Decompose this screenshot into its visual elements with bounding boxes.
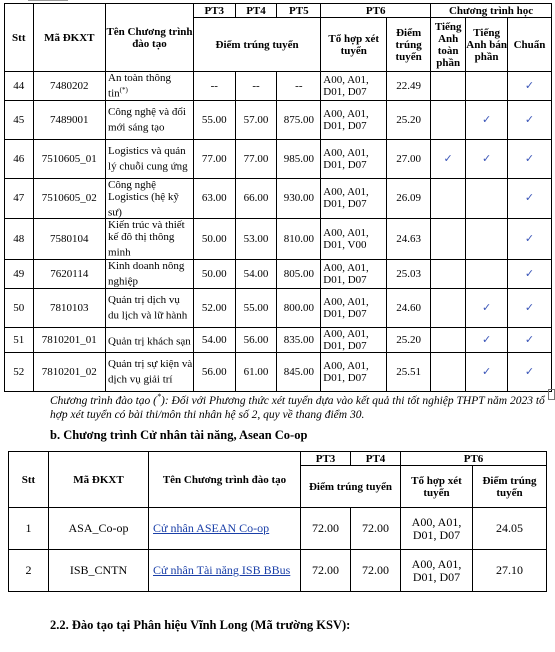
pt5-cell-text: 800.00 — [283, 301, 314, 314]
chuan-check — [507, 327, 551, 352]
pt3-cell — [193, 100, 235, 139]
ma-dkxt-cell — [33, 178, 105, 219]
tieng-anh-ban-phan-check — [466, 259, 508, 288]
pt6-score-cell: 24.05 — [473, 508, 547, 550]
ma-dkxt-cell-text: 7489001 — [50, 113, 89, 126]
table-row — [5, 72, 552, 101]
pt6-score-cell — [387, 100, 431, 139]
pt4-cell-text: 77.00 — [243, 152, 269, 165]
chuan-check-text: ✓ — [524, 333, 535, 346]
program-name-cell-text: Công nghệ và đổi mới sáng tạo — [108, 105, 186, 134]
header-ma-dkxt: Mã ĐKXT — [49, 452, 149, 508]
pt6-score-cell — [387, 139, 431, 178]
to-hop-cell-text: A00, A01, D01, D07 — [323, 261, 369, 286]
program-name-cell-text: An toàn thông tin — [108, 72, 171, 100]
to-hop-cell — [321, 327, 387, 352]
pt3-cell-text: 52.00 — [201, 301, 227, 314]
pt6-score-cell-text: 24.60 — [396, 301, 421, 314]
header-pt6: PT6 — [401, 452, 547, 466]
program-name-cell — [106, 259, 194, 288]
chuan-check-text: ✓ — [524, 267, 535, 280]
ma-dkxt-cell-text: 7480202 — [50, 79, 89, 92]
program-name-cell — [149, 550, 301, 592]
pt6-score-cell: 27.10 — [473, 550, 547, 592]
table-row — [5, 178, 552, 219]
program-name-cell — [106, 219, 194, 260]
program-name-cell-text: Công nghệ Logistics (hệ kỹ sư) — [108, 178, 179, 219]
tieng-anh-toan-phan-check — [431, 100, 466, 139]
stt-cell — [5, 72, 34, 101]
to-hop-cell: A00, A01, D01, D07 — [401, 508, 473, 550]
header-diem-pt6: Điểm trúng tuyển — [387, 18, 431, 72]
ma-dkxt-cell — [33, 327, 105, 352]
pt4-cell-text: 57.00 — [243, 113, 269, 126]
program-name-cell — [106, 100, 194, 139]
stt-cell — [5, 139, 34, 178]
section-heading: 2.2. Đào tạo tại Phân hiệu Vĩnh Long (Mã trường KSV): — [50, 618, 351, 632]
program-name-link[interactable]: Cử nhân ASEAN Co-op — [153, 521, 270, 535]
tieng-anh-ban-phan-check — [466, 139, 508, 178]
pt6-score-cell — [387, 178, 431, 219]
pt3-cell: 72.00 — [301, 508, 351, 550]
ma-dkxt-cell-text: 7810103 — [50, 301, 89, 314]
pt3-cell: 72.00 — [301, 550, 351, 592]
pt5-cell — [277, 352, 321, 391]
to-hop-cell — [321, 100, 387, 139]
to-hop-cell-text: A00, A01, D01, D07 — [323, 73, 369, 98]
to-hop-cell: A00, A01, D01, D07 — [401, 550, 473, 592]
talent-program-table — [8, 451, 547, 592]
ma-dkxt-cell-text: 7620114 — [50, 267, 89, 280]
pt5-cell — [277, 327, 321, 352]
program-name-cell — [106, 139, 194, 178]
to-hop-cell — [321, 72, 387, 101]
stt-cell-text: 52 — [13, 365, 25, 378]
program-name-cell — [106, 178, 194, 219]
pt4-cell-text: 55.00 — [243, 301, 269, 314]
tieng-anh-toan-phan-check — [431, 219, 466, 260]
header-ma-dkxt: Mã ĐKXT — [33, 4, 105, 72]
program-name-cell-text: Logistics và quản lý chuỗi cung ứng — [108, 144, 188, 173]
pt4-cell — [235, 178, 277, 219]
header-to-hop: Tổ hợp xét tuyển — [321, 18, 387, 72]
chuan-check — [507, 72, 551, 101]
pt5-cell — [277, 72, 321, 101]
program-name-cell — [106, 288, 194, 327]
chuan-check — [507, 219, 551, 260]
header-ten-chuong-trinh: Tên Chương trình đào tạo — [106, 4, 194, 72]
stt-cell-text: 49 — [13, 267, 25, 280]
pt3-cell — [193, 352, 235, 391]
pt3-cell-text: -- — [210, 79, 218, 92]
ma-dkxt-cell: ISB_CNTN — [49, 550, 149, 592]
header-ten-chuong-trinh: Tên Chương trình đào tạo — [149, 452, 301, 508]
stt-cell — [5, 259, 34, 288]
subheading: b. Chương trình Cử nhân tài năng, Asean Co-op — [50, 428, 308, 442]
margin-marker — [548, 389, 555, 400]
pt5-cell — [277, 259, 321, 288]
pt6-score-cell-text: 24.63 — [396, 233, 421, 246]
stt-cell: 2 — [9, 550, 49, 592]
stt-cell — [5, 219, 34, 260]
pt3-cell-text: 77.00 — [201, 152, 227, 165]
ma-dkxt-cell-text: 7810201_01 — [41, 333, 97, 346]
stt-cell — [5, 288, 34, 327]
program-name-cell — [106, 352, 194, 391]
footnote-text: ): Đối với Phương thức xét tuyển dựa vào kết quả thi tốt nghiệp THPT năm 2023 tổ hợp xét tuyển có bài thi/môn thi nhân hệ số 2, quy về thang điểm 30. — [50, 394, 545, 421]
ma-dkxt-cell — [33, 352, 105, 391]
to-hop-cell-text: A00, A01, D01, D07 — [323, 359, 369, 384]
header-diem-trung-tuyen: Điểm trúng tuyển — [193, 18, 320, 72]
chuan-check-text: ✓ — [524, 113, 535, 126]
tieng-anh-toan-phan-check — [431, 327, 466, 352]
chuan-check — [507, 259, 551, 288]
pt6-score-cell-text: 25.20 — [396, 113, 421, 126]
table-row — [5, 139, 552, 178]
ma-dkxt-cell-text: 7510605_02 — [41, 192, 97, 205]
pt5-cell-text: 810.00 — [283, 233, 314, 246]
program-name-cell-text: Quản trị sự kiện và dịch vụ giải trí — [108, 357, 193, 386]
to-hop-cell — [321, 288, 387, 327]
stt-cell-text: 50 — [13, 301, 25, 314]
table-body — [9, 508, 547, 592]
chuan-check — [507, 288, 551, 327]
ma-dkxt-cell — [33, 100, 105, 139]
tieng-anh-ban-phan-check — [466, 219, 508, 260]
program-name-cell-text: Kinh doanh nông nghiệp — [108, 259, 185, 288]
pt6-score-cell-text: 27.00 — [396, 152, 421, 165]
pt3-cell — [193, 288, 235, 327]
header-stt: Stt — [9, 452, 49, 508]
pt6-score-cell-text: 25.51 — [396, 365, 421, 378]
pt4-cell-text: 61.00 — [243, 365, 269, 378]
pt3-cell — [193, 72, 235, 101]
program-name-cell — [106, 72, 194, 101]
pt5-cell-text: 845.00 — [283, 365, 314, 378]
tieng-anh-ban-phan-check-text: ✓ — [481, 113, 492, 126]
ma-dkxt-cell: ASA_Co-op — [49, 508, 149, 550]
pt5-cell — [277, 178, 321, 219]
program-name-cell-text: Quản trị dịch vụ du lịch và lữ hành — [108, 293, 188, 322]
tieng-anh-toan-phan-check — [431, 288, 466, 327]
stt-cell-text: 51 — [13, 333, 25, 346]
tieng-anh-toan-phan-check — [431, 352, 466, 391]
header-diem-trung-tuyen: Điểm trúng tuyển — [301, 466, 401, 508]
stt-cell — [5, 178, 34, 219]
header-diem-pt6: Điểm trúng tuyển — [473, 466, 547, 508]
pt3-cell — [193, 259, 235, 288]
table-body — [5, 72, 552, 392]
pt5-cell-text: 835.00 — [283, 333, 314, 346]
to-hop-cell-text: A00, A01, D01, D07 — [323, 146, 369, 171]
table-row — [5, 288, 552, 327]
header-pt4: PT4 — [351, 452, 401, 466]
table-row — [5, 219, 552, 260]
to-hop-cell-text: A00, A01, D01, D07 — [323, 186, 369, 211]
pt6-score-cell — [387, 72, 431, 101]
pt5-cell — [277, 100, 321, 139]
pt3-cell-text: 50.00 — [201, 233, 227, 246]
ma-dkxt-cell-text: 7580104 — [50, 233, 89, 246]
to-hop-cell — [321, 178, 387, 219]
tieng-anh-toan-phan-check — [431, 259, 466, 288]
tieng-anh-toan-phan-check — [431, 139, 466, 178]
tieng-anh-ban-phan-check — [466, 327, 508, 352]
table-row — [5, 259, 552, 288]
chuan-check-text: ✓ — [524, 79, 535, 92]
chuan-check-text: ✓ — [524, 152, 535, 165]
stt-cell-text: 44 — [13, 79, 25, 92]
pt3-cell-text: 54.00 — [201, 333, 227, 346]
stt-cell-text: 46 — [13, 152, 25, 165]
tieng-anh-ban-phan-check-text: ✓ — [481, 365, 492, 378]
pt5-cell-text: -- — [295, 79, 303, 92]
program-name-link[interactable]: Cử nhân Tài năng ISB BBus — [153, 563, 291, 577]
pt3-cell-text: 63.00 — [201, 192, 227, 205]
pt3-cell — [193, 327, 235, 352]
pt3-cell-text: 55.00 — [201, 113, 227, 126]
stt-cell — [5, 327, 34, 352]
stt-cell: 1 — [9, 508, 49, 550]
program-name-cell-text: Kiến trúc và thiết kế đô thị thông minh — [108, 219, 185, 259]
pt3-cell — [193, 139, 235, 178]
pt6-score-cell — [387, 288, 431, 327]
ma-dkxt-cell — [33, 288, 105, 327]
header-pt4: PT4 — [235, 4, 277, 18]
pt6-score-cell — [387, 259, 431, 288]
to-hop-cell-text: A00, A01, D01, D07 — [323, 327, 369, 352]
pt4-cell — [235, 259, 277, 288]
ma-dkxt-cell — [33, 72, 105, 101]
pt6-score-cell — [387, 327, 431, 352]
footnote-star: * — [156, 392, 161, 401]
pt6-score-cell-text: 26.09 — [396, 192, 421, 205]
to-hop-cell-text: A00, A01, D01, D07 — [323, 107, 369, 132]
to-hop-cell — [321, 259, 387, 288]
header-pt5: PT5 — [277, 4, 321, 18]
tieng-anh-ban-phan-check-text: ✓ — [481, 152, 492, 165]
pt5-cell — [277, 139, 321, 178]
pt4-cell-text: -- — [252, 79, 260, 92]
pt3-cell — [193, 178, 235, 219]
stt-cell-text: 45 — [13, 113, 25, 126]
chuan-check — [507, 139, 551, 178]
tieng-anh-ban-phan-check — [466, 100, 508, 139]
stt-cell-text: 47 — [13, 192, 25, 205]
header-chuong-trinh-hoc: Chương trình học — [431, 4, 552, 18]
pt5-cell — [277, 288, 321, 327]
chuan-check — [507, 178, 551, 219]
chuan-check — [507, 352, 551, 391]
chuan-check — [507, 100, 551, 139]
table-row — [5, 100, 552, 139]
header-tieng-anh-ban-phan: Tiếng Anh bán phần — [466, 18, 508, 72]
program-name-cell — [106, 327, 194, 352]
ma-dkxt-cell — [33, 259, 105, 288]
pt4-cell — [235, 327, 277, 352]
to-hop-cell — [321, 352, 387, 391]
pt6-score-cell-text: 25.20 — [396, 333, 421, 346]
tieng-anh-toan-phan-check — [431, 178, 466, 219]
admission-score-table — [4, 3, 552, 392]
tieng-anh-ban-phan-check — [466, 72, 508, 101]
ma-dkxt-cell — [33, 219, 105, 260]
pt4-cell — [235, 100, 277, 139]
pt3-cell-text: 56.00 — [201, 365, 227, 378]
pt5-cell-text: 805.00 — [283, 267, 314, 280]
table-row — [5, 327, 552, 352]
pt5-cell-text: 875.00 — [283, 113, 314, 126]
header-to-hop: Tổ hợp xét tuyển — [401, 466, 473, 508]
pt4-cell-text: 53.00 — [243, 233, 269, 246]
tieng-anh-ban-phan-check — [466, 352, 508, 391]
tieng-anh-ban-phan-check — [466, 288, 508, 327]
pt6-score-cell — [387, 352, 431, 391]
pt4-cell — [235, 288, 277, 327]
tieng-anh-ban-phan-check-text: ✓ — [481, 301, 492, 314]
pt4-cell — [235, 139, 277, 178]
chuan-check-text: ✓ — [524, 301, 535, 314]
chuan-check-text: ✓ — [524, 192, 535, 205]
tieng-anh-ban-phan-check — [466, 178, 508, 219]
pt4-cell: 72.00 — [351, 508, 401, 550]
pt4-cell — [235, 72, 277, 101]
pt3-cell-text: 50.00 — [201, 267, 227, 280]
pt5-cell-text: 985.00 — [283, 152, 314, 165]
tieng-anh-toan-phan-check-text: ✓ — [443, 152, 453, 165]
header-chuan: Chuẩn — [507, 18, 551, 72]
to-hop-cell-text: A00, A01, D01, D07 — [323, 295, 369, 320]
program-name-superscript: (*) — [119, 86, 128, 94]
tieng-anh-toan-phan-check — [431, 72, 466, 101]
pt6-score-cell — [387, 219, 431, 260]
stt-cell-text: 48 — [13, 233, 25, 246]
table-footnote — [50, 390, 545, 422]
program-name-cell-text: Quản trị khách sạn — [108, 335, 191, 348]
table-row — [5, 352, 552, 391]
ma-dkxt-cell — [33, 139, 105, 178]
pt4-cell-text: 56.00 — [243, 333, 269, 346]
to-hop-cell-text: A00, A01, D01, V00 — [323, 227, 369, 252]
to-hop-cell — [321, 139, 387, 178]
pt5-cell — [277, 219, 321, 260]
stt-cell — [5, 100, 34, 139]
pt6-score-cell-text: 22.49 — [396, 79, 421, 92]
pt4-cell-text: 66.00 — [243, 192, 269, 205]
pt4-cell-text: 54.00 — [243, 267, 269, 280]
to-hop-cell — [321, 219, 387, 260]
pt4-cell — [235, 219, 277, 260]
ma-dkxt-cell-text: 7810201_02 — [41, 365, 97, 378]
header-pt3: PT3 — [301, 452, 351, 466]
footnote-prefix: Chương trình đào tạo ( — [50, 394, 157, 407]
pt5-cell-text: 930.00 — [283, 192, 314, 205]
pt6-score-cell-text: 25.03 — [396, 267, 421, 280]
pt4-cell: 72.00 — [351, 550, 401, 592]
program-name-cell — [149, 508, 301, 550]
header-stt: Stt — [5, 4, 34, 72]
table-row — [9, 508, 547, 550]
header-pt6: PT6 — [321, 4, 431, 18]
header-tieng-anh-toan-phan: Tiếng Anh toàn phần — [431, 18, 466, 72]
header-pt3: PT3 — [193, 4, 235, 18]
pt4-cell — [235, 352, 277, 391]
chuan-check-text: ✓ — [524, 365, 535, 378]
pt3-cell — [193, 219, 235, 260]
ma-dkxt-cell-text: 7510605_01 — [41, 152, 97, 165]
stt-cell — [5, 352, 34, 391]
table-row — [9, 550, 547, 592]
tieng-anh-ban-phan-check-text: ✓ — [481, 333, 492, 346]
chuan-check-text: ✓ — [524, 233, 535, 246]
